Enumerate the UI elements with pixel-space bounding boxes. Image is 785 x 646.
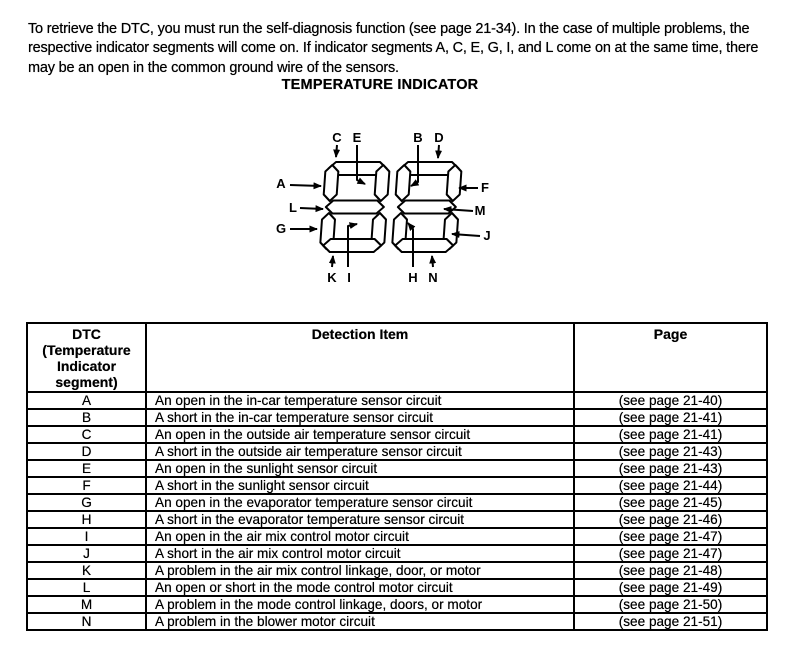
table-row xyxy=(27,426,767,443)
cell-dtc: N xyxy=(27,613,146,630)
cell-detection-item: An open in the evaporator temperature sensor circuit xyxy=(146,494,574,511)
table-row xyxy=(27,392,767,409)
header-dtc xyxy=(27,323,146,392)
pointer-arrow-n xyxy=(432,256,433,267)
segment-f xyxy=(446,165,462,201)
cell-detection-item: An open or short in the mode control motor circuit xyxy=(146,579,574,596)
label-e: E xyxy=(352,130,362,145)
cell-page: (see page 21-46) xyxy=(574,511,767,528)
table-row xyxy=(27,613,767,630)
table-row xyxy=(27,562,767,579)
label-l: L xyxy=(289,200,297,215)
table-row xyxy=(27,460,767,477)
intro-paragraph: To retrieve the DTC, you must run the self-diagnosis function (see page 21-34). In the case of multiple problems, the respective indicator segments will come on. If indicator segments A, C, E, G, I, and L come on at the same time, there may be an open in the common ground wire of the sensors. xyxy=(28,20,759,76)
label-m: M xyxy=(474,203,486,218)
table-row xyxy=(27,511,767,528)
table-header-row xyxy=(27,323,767,392)
cell-detection-item: A short in the air mix control motor circuit xyxy=(146,545,574,562)
header-dtc-line: DTC xyxy=(72,326,101,342)
cell-detection-item: A short in the in-car temperature sensor circuit xyxy=(146,409,574,426)
label-j: J xyxy=(483,228,491,243)
diagram-title: TEMPERATURE INDICATOR xyxy=(281,77,479,93)
cell-dtc: I xyxy=(27,528,146,545)
segment-l xyxy=(325,201,384,214)
table-row xyxy=(27,443,767,460)
label-b: B xyxy=(413,130,423,145)
cell-page: (see page 21-40) xyxy=(574,392,767,409)
cell-dtc: M xyxy=(27,596,146,613)
cell-detection-item: An open in the air mix control motor circuit xyxy=(146,528,574,545)
table-row xyxy=(27,477,767,494)
header-page: Page xyxy=(574,323,767,392)
label-h: H xyxy=(408,270,418,285)
label-f: F xyxy=(481,180,489,195)
cell-dtc: J xyxy=(27,545,146,562)
cell-page: (see page 21-51) xyxy=(574,613,767,630)
cell-dtc: K xyxy=(27,562,146,579)
header-detection-item: Detection Item xyxy=(146,323,574,392)
cell-detection-item: A problem in the mode control linkage, doors, or motor xyxy=(146,596,574,613)
cell-page: (see page 21-41) xyxy=(574,409,767,426)
seven-segment-display-right xyxy=(392,162,462,252)
header-dtc-line: segment) xyxy=(55,374,118,390)
label-c: C xyxy=(332,130,342,145)
table-row xyxy=(27,545,767,562)
table-row xyxy=(27,596,767,613)
table-row xyxy=(27,409,767,426)
cell-page: (see page 21-47) xyxy=(574,528,767,545)
cell-detection-item: A problem in the air mix control linkage, door, or motor xyxy=(146,562,574,579)
pointer-arrow-k xyxy=(332,256,333,267)
cell-page: (see page 21-50) xyxy=(574,596,767,613)
cell-page: (see page 21-43) xyxy=(574,460,767,477)
cell-dtc: G xyxy=(27,494,146,511)
segment-k xyxy=(323,239,382,252)
cell-detection-item: An open in the sunlight sensor circuit xyxy=(146,460,574,477)
segment-b xyxy=(395,165,411,201)
cell-dtc: B xyxy=(27,409,146,426)
cell-detection-item: An open in the in-car temperature sensor circuit xyxy=(146,392,574,409)
cell-detection-item: A short in the outside air temperature sensor circuit xyxy=(146,443,574,460)
label-n: N xyxy=(428,270,438,285)
cell-page: (see page 21-45) xyxy=(574,494,767,511)
cell-dtc: D xyxy=(27,443,146,460)
cell-dtc: H xyxy=(27,511,146,528)
segment-m xyxy=(397,201,456,214)
segment-e xyxy=(374,165,390,201)
cell-detection-item: A problem in the blower motor circuit xyxy=(146,613,574,630)
cell-dtc: E xyxy=(27,460,146,477)
header-dtc-line: Indicator xyxy=(56,358,117,374)
cell-page: (see page 21-44) xyxy=(574,477,767,494)
dtc-table-body xyxy=(27,392,767,630)
table-row xyxy=(27,528,767,545)
label-g: G xyxy=(275,221,287,236)
cell-dtc: A xyxy=(27,392,146,409)
cell-detection-item: An open in the outside air temperature sensor circuit xyxy=(146,426,574,443)
label-d: D xyxy=(434,130,444,145)
label-a: A xyxy=(276,176,286,191)
pointer-arrow-l xyxy=(300,208,323,209)
dtc-table xyxy=(26,322,768,631)
label-i: I xyxy=(347,270,351,285)
header-dtc-line: (Temperature xyxy=(42,342,131,358)
cell-dtc: F xyxy=(27,477,146,494)
cell-page: (see page 21-49) xyxy=(574,579,767,596)
cell-page: (see page 21-43) xyxy=(574,443,767,460)
pointer-arrow-d xyxy=(438,145,439,158)
cell-dtc: C xyxy=(27,426,146,443)
label-k: K xyxy=(327,270,337,285)
cell-dtc: L xyxy=(27,579,146,596)
table-row xyxy=(27,579,767,596)
cell-page: (see page 21-41) xyxy=(574,426,767,443)
cell-detection-item: A short in the evaporator temperature sensor circuit xyxy=(146,511,574,528)
segment-a xyxy=(323,165,339,201)
cell-page: (see page 21-47) xyxy=(574,545,767,562)
pointer-arrow-a xyxy=(290,185,321,186)
pointer-arrow-c xyxy=(336,145,337,157)
cell-detection-item: A short in the sunlight sensor circuit xyxy=(146,477,574,494)
table-row xyxy=(27,494,767,511)
temperature-indicator-diagram xyxy=(270,125,510,287)
seven-segment-display-left xyxy=(320,162,390,252)
segment-n xyxy=(395,239,454,252)
cell-page: (see page 21-48) xyxy=(574,562,767,579)
